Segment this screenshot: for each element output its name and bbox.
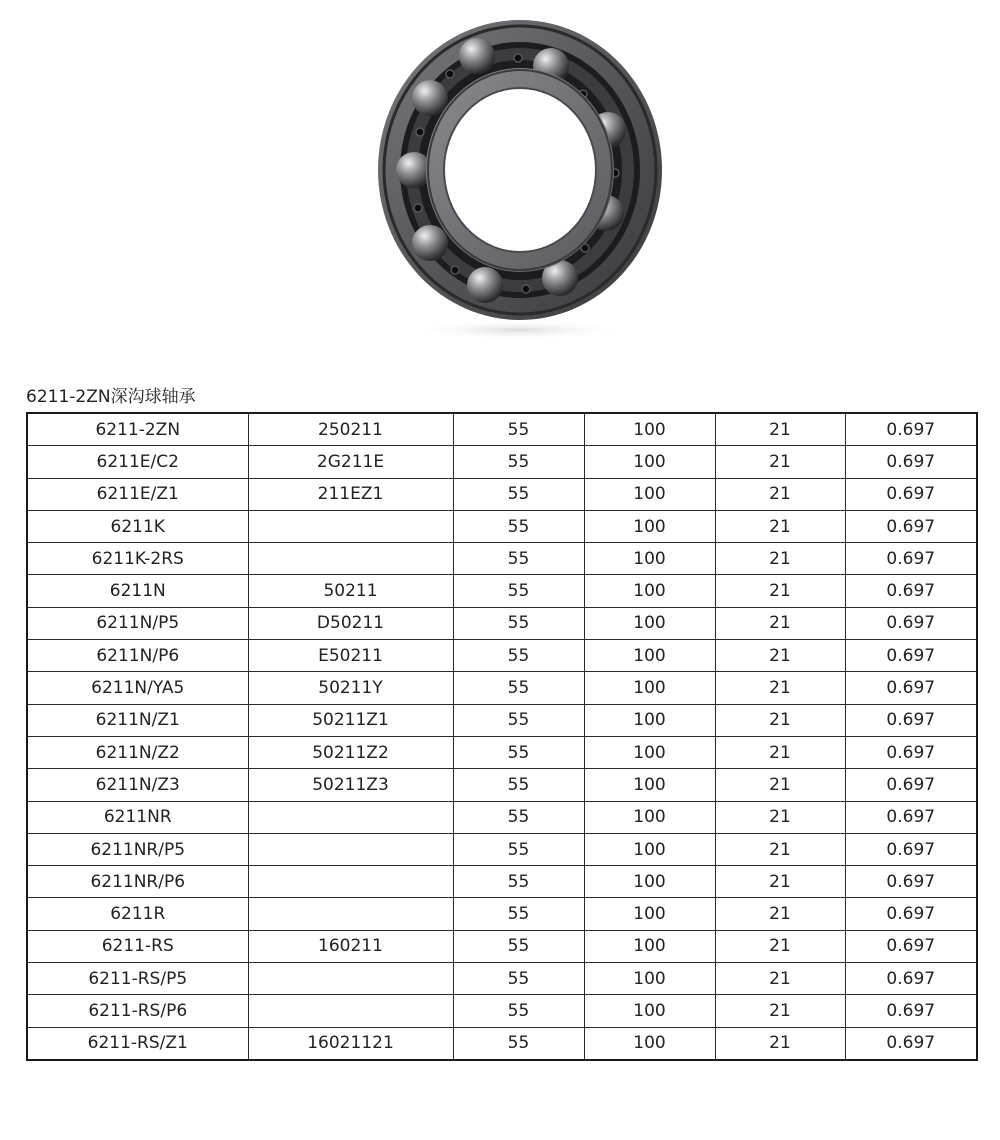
- width-cell: 21: [715, 575, 845, 607]
- model-cell: 6211N/Z2: [27, 736, 248, 768]
- table-row: [27, 607, 977, 639]
- table-row: [27, 736, 977, 768]
- bearing-illustration: [370, 8, 670, 343]
- code-cell: [248, 898, 453, 930]
- model-cell: 6211K-2RS: [27, 543, 248, 575]
- code-cell: [248, 995, 453, 1027]
- table-row: [27, 575, 977, 607]
- outer-diameter-cell: 100: [584, 866, 715, 898]
- bearing-spec-table: [26, 412, 978, 1061]
- outer-diameter-cell: 100: [584, 510, 715, 542]
- outer-diameter-cell: 100: [584, 930, 715, 962]
- outer-diameter-cell: 100: [584, 413, 715, 446]
- code-cell: [248, 866, 453, 898]
- code-cell: 16021121: [248, 1027, 453, 1060]
- bore-cell: 55: [453, 801, 584, 833]
- table-row: [27, 866, 977, 898]
- bore-cell: 55: [453, 640, 584, 672]
- bearing-bore: [444, 88, 596, 252]
- weight-cell: 0.697: [845, 769, 977, 801]
- model-cell: 6211-RS: [27, 930, 248, 962]
- width-cell: 21: [715, 930, 845, 962]
- table-row: [27, 543, 977, 575]
- weight-cell: 0.697: [845, 607, 977, 639]
- bore-cell: 55: [453, 963, 584, 995]
- table-row: [27, 413, 977, 446]
- product-caption: 6211-2ZN深沟球轴承: [26, 387, 196, 407]
- width-cell: 21: [715, 413, 845, 446]
- weight-cell: 0.697: [845, 510, 977, 542]
- outer-diameter-cell: 100: [584, 833, 715, 865]
- weight-cell: 0.697: [845, 704, 977, 736]
- weight-cell: 0.697: [845, 1027, 977, 1060]
- weight-cell: 0.697: [845, 478, 977, 510]
- bore-cell: 55: [453, 478, 584, 510]
- outer-diameter-cell: 100: [584, 478, 715, 510]
- code-cell: 50211: [248, 575, 453, 607]
- model-cell: 6211NR/P5: [27, 833, 248, 865]
- weight-cell: 0.697: [845, 866, 977, 898]
- bore-cell: 55: [453, 704, 584, 736]
- outer-diameter-cell: 100: [584, 575, 715, 607]
- weight-cell: 0.697: [845, 963, 977, 995]
- code-cell: [248, 963, 453, 995]
- bore-cell: 55: [453, 510, 584, 542]
- weight-cell: 0.697: [845, 575, 977, 607]
- weight-cell: 0.697: [845, 801, 977, 833]
- weight-cell: 0.697: [845, 833, 977, 865]
- table-row: [27, 833, 977, 865]
- bore-cell: 55: [453, 575, 584, 607]
- code-cell: 2G211E: [248, 446, 453, 478]
- outer-diameter-cell: 100: [584, 736, 715, 768]
- model-cell: 6211-RS/P6: [27, 995, 248, 1027]
- width-cell: 21: [715, 543, 845, 575]
- code-cell: [248, 543, 453, 575]
- outer-diameter-cell: 100: [584, 1027, 715, 1060]
- outer-diameter-cell: 100: [584, 769, 715, 801]
- bore-cell: 55: [453, 995, 584, 1027]
- outer-diameter-cell: 100: [584, 446, 715, 478]
- width-cell: 21: [715, 736, 845, 768]
- width-cell: 21: [715, 866, 845, 898]
- code-cell: [248, 833, 453, 865]
- bore-cell: 55: [453, 672, 584, 704]
- bore-cell: 55: [453, 1027, 584, 1060]
- bore-cell: 55: [453, 769, 584, 801]
- model-cell: 6211NR/P6: [27, 866, 248, 898]
- outer-diameter-cell: 100: [584, 801, 715, 833]
- weight-cell: 0.697: [845, 898, 977, 930]
- table-row: [27, 478, 977, 510]
- model-cell: 6211N/P6: [27, 640, 248, 672]
- table-row: [27, 1027, 977, 1060]
- outer-diameter-cell: 100: [584, 543, 715, 575]
- table-row: [27, 801, 977, 833]
- width-cell: 21: [715, 607, 845, 639]
- bore-cell: 55: [453, 866, 584, 898]
- width-cell: 21: [715, 640, 845, 672]
- outer-diameter-cell: 100: [584, 898, 715, 930]
- weight-cell: 0.697: [845, 930, 977, 962]
- code-cell: 211EZ1: [248, 478, 453, 510]
- table-row: [27, 963, 977, 995]
- outer-diameter-cell: 100: [584, 995, 715, 1027]
- code-cell: [248, 510, 453, 542]
- bearing-shadow: [408, 320, 628, 340]
- outer-diameter-cell: 100: [584, 704, 715, 736]
- width-cell: 21: [715, 1027, 845, 1060]
- code-cell: [248, 801, 453, 833]
- model-cell: 6211R: [27, 898, 248, 930]
- code-cell: D50211: [248, 607, 453, 639]
- code-cell: 250211: [248, 413, 453, 446]
- bore-cell: 55: [453, 898, 584, 930]
- spec-table-body: [27, 413, 977, 1060]
- width-cell: 21: [715, 672, 845, 704]
- code-cell: 50211Z1: [248, 704, 453, 736]
- model-cell: 6211N/P5: [27, 607, 248, 639]
- code-cell: E50211: [248, 640, 453, 672]
- bore-cell: 55: [453, 736, 584, 768]
- bore-cell: 55: [453, 930, 584, 962]
- outer-diameter-cell: 100: [584, 672, 715, 704]
- width-cell: 21: [715, 833, 845, 865]
- outer-diameter-cell: 100: [584, 640, 715, 672]
- width-cell: 21: [715, 801, 845, 833]
- width-cell: 21: [715, 446, 845, 478]
- table-row: [27, 510, 977, 542]
- table-row: [27, 769, 977, 801]
- model-cell: 6211E/Z1: [27, 478, 248, 510]
- width-cell: 21: [715, 898, 845, 930]
- table-row: [27, 640, 977, 672]
- model-cell: 6211N/Z3: [27, 769, 248, 801]
- bearing-product-image: [370, 8, 670, 343]
- width-cell: 21: [715, 704, 845, 736]
- table-row: [27, 704, 977, 736]
- weight-cell: 0.697: [845, 446, 977, 478]
- table-row: [27, 930, 977, 962]
- width-cell: 21: [715, 963, 845, 995]
- weight-cell: 0.697: [845, 543, 977, 575]
- width-cell: 21: [715, 995, 845, 1027]
- weight-cell: 0.697: [845, 995, 977, 1027]
- width-cell: 21: [715, 769, 845, 801]
- bore-cell: 55: [453, 543, 584, 575]
- code-cell: 50211Z3: [248, 769, 453, 801]
- model-cell: 6211E/C2: [27, 446, 248, 478]
- code-cell: 50211Z2: [248, 736, 453, 768]
- bore-cell: 55: [453, 413, 584, 446]
- weight-cell: 0.697: [845, 413, 977, 446]
- table-row: [27, 995, 977, 1027]
- model-cell: 6211-RS/Z1: [27, 1027, 248, 1060]
- bore-cell: 55: [453, 446, 584, 478]
- model-cell: 6211NR: [27, 801, 248, 833]
- width-cell: 21: [715, 510, 845, 542]
- model-cell: 6211N: [27, 575, 248, 607]
- table-row: [27, 446, 977, 478]
- weight-cell: 0.697: [845, 672, 977, 704]
- outer-diameter-cell: 100: [584, 607, 715, 639]
- weight-cell: 0.697: [845, 640, 977, 672]
- bore-cell: 55: [453, 833, 584, 865]
- model-cell: 6211N/YA5: [27, 672, 248, 704]
- model-cell: 6211N/Z1: [27, 704, 248, 736]
- width-cell: 21: [715, 478, 845, 510]
- code-cell: 50211Y: [248, 672, 453, 704]
- bore-cell: 55: [453, 607, 584, 639]
- outer-diameter-cell: 100: [584, 963, 715, 995]
- table-row: [27, 898, 977, 930]
- weight-cell: 0.697: [845, 736, 977, 768]
- model-cell: 6211K: [27, 510, 248, 542]
- model-cell: 6211-2ZN: [27, 413, 248, 446]
- code-cell: 160211: [248, 930, 453, 962]
- table-row: [27, 672, 977, 704]
- model-cell: 6211-RS/P5: [27, 963, 248, 995]
